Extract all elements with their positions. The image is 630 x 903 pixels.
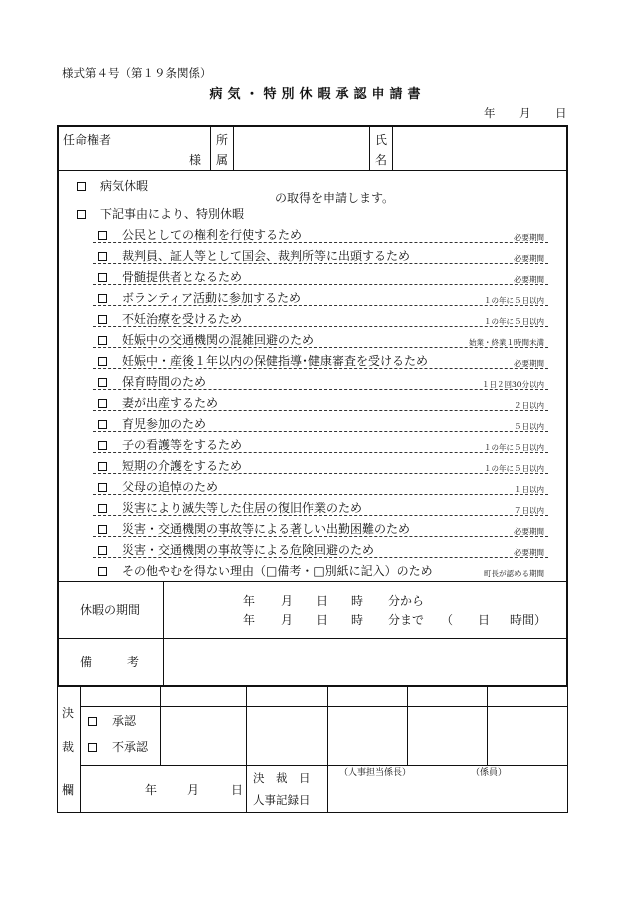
appointer-label: 任命権者 <box>63 133 112 147</box>
approval-stamp-cell[interactable] <box>161 707 245 764</box>
reason-limit: 必要期間 <box>514 233 544 242</box>
divider <box>369 125 370 170</box>
special-leave-label: 下記事由により、特別休暇 <box>100 207 245 221</box>
reason-row <box>93 327 548 348</box>
period-to-month: 月 <box>281 613 294 627</box>
period-from-month: 月 <box>281 594 294 608</box>
form-title: 病気・特別休暇承認申請書 <box>209 87 426 102</box>
sick-leave-checkbox[interactable] <box>77 182 86 191</box>
reason-row <box>93 558 548 579</box>
reason-checkbox[interactable] <box>98 273 107 282</box>
remarks-field[interactable] <box>165 640 566 685</box>
reason-row <box>93 390 548 411</box>
decision-column-label-bottom: 欄 <box>62 783 75 797</box>
reason-label: 裁判員、証人等として国会、裁判所等に出頭するため <box>122 249 411 263</box>
reason-checkbox[interactable] <box>98 441 107 450</box>
reason-limit: ５日以内 <box>514 422 544 431</box>
reason-label: 妻が出産するため <box>122 396 219 410</box>
date-day-label: 日 <box>555 106 567 120</box>
reason-limit: 必要期間 <box>514 254 544 263</box>
honorific-label: 様 <box>189 153 202 167</box>
reject-checkbox[interactable] <box>88 743 97 752</box>
reason-row <box>93 474 548 495</box>
period-hours-unit: 時間） <box>510 613 547 627</box>
reason-limit: １の年に５日以内 <box>484 443 544 452</box>
period-to-year: 年 <box>243 613 256 627</box>
reason-limit: 必要期間 <box>514 527 544 536</box>
approver-title-cell[interactable] <box>247 687 326 705</box>
reason-row <box>93 432 548 453</box>
reason-limit: 始業・終業１時間未満 <box>469 338 544 347</box>
divider <box>210 125 211 170</box>
reject-label: 不承認 <box>112 740 149 754</box>
divider <box>57 581 568 582</box>
reason-limit: １の年に５日以内 <box>484 296 544 305</box>
reason-row <box>93 264 548 285</box>
affiliation-label-bottom: 属 <box>216 153 229 167</box>
appointer-name-field[interactable] <box>60 148 186 168</box>
reason-checkbox[interactable] <box>98 252 107 261</box>
approve-label: 承認 <box>112 714 137 728</box>
reason-limit: １の年に５日以内 <box>484 317 544 326</box>
reason-checkbox[interactable] <box>98 357 107 366</box>
reason-checkbox[interactable] <box>98 525 107 534</box>
reason-label: 災害・交通機関の事故等による危険回避のため <box>122 543 375 557</box>
period-from-year: 年 <box>243 594 256 608</box>
reason-label: 短期の介護をするため <box>122 459 243 473</box>
approval-stamp-cell[interactable] <box>408 707 486 764</box>
reason-row <box>93 222 548 243</box>
staff-label: （係員） <box>471 768 508 778</box>
reason-label: 公民としての権利を行使するため <box>122 228 303 242</box>
remarks-label: 備考 <box>80 655 175 669</box>
reason-label: 父母の追悼のため <box>122 480 219 494</box>
reason-row <box>93 243 548 264</box>
reason-row <box>93 537 548 558</box>
affiliation-field[interactable] <box>235 127 368 169</box>
form-number: 様式第４号（第１９条関係） <box>62 66 212 80</box>
reason-row <box>93 516 548 537</box>
reason-checkbox[interactable] <box>98 483 107 492</box>
divider <box>57 638 568 639</box>
date-year-label: 年 <box>484 106 496 120</box>
decision-date-day: 日 <box>231 783 244 797</box>
reason-row <box>93 495 548 516</box>
reason-checkbox[interactable] <box>98 420 107 429</box>
approval-stamp-cell[interactable] <box>247 707 326 764</box>
reason-limit: １日２回30分以内 <box>481 380 544 389</box>
name-label-top: 氏 <box>375 133 388 147</box>
approver-title-cell[interactable] <box>328 687 406 705</box>
divider <box>80 765 568 766</box>
reason-row <box>93 348 548 369</box>
reason-row <box>93 369 548 390</box>
approve-checkbox[interactable] <box>88 717 97 726</box>
period-from-hour: 時 <box>351 594 364 608</box>
reason-row <box>93 285 548 306</box>
reason-label: 骨髄提供者となるため <box>122 270 243 284</box>
decision-date-field[interactable] <box>82 767 245 811</box>
decision-date-month: 月 <box>187 783 200 797</box>
reason-row <box>93 306 548 327</box>
reason-label: 妊娠中の交通機関の混雑回避のため <box>122 333 315 347</box>
decision-date-year: 年 <box>145 783 158 797</box>
period-from-day: 日 <box>316 594 329 608</box>
reason-row <box>93 411 548 432</box>
reason-checkbox[interactable] <box>98 567 107 576</box>
reason-row <box>93 453 548 474</box>
reason-label: ボランティア活動に参加するため <box>122 291 302 305</box>
period-label: 休暇の期間 <box>80 603 141 617</box>
reason-label: 育児参加のため <box>122 417 207 431</box>
approver-title-cell[interactable] <box>488 687 566 705</box>
name-field[interactable] <box>394 127 566 169</box>
reason-label: 災害・交通機関の事故等による著しい出勤困難のため <box>122 522 411 536</box>
special-leave-reason-list <box>93 222 548 579</box>
reason-checkbox[interactable] <box>98 336 107 345</box>
period-paren-open: （ <box>441 613 454 627</box>
period-to-hour: 時 <box>351 613 364 627</box>
reason-limit: １日以内 <box>514 485 544 494</box>
affiliation-label-top: 所 <box>216 133 229 147</box>
reason-label: その他やむを得ない理由（□備考・□別紙に記入）のため <box>122 564 433 578</box>
period-to-minute: 分まで <box>388 613 425 627</box>
period-days-unit: 日 <box>478 613 491 627</box>
divider <box>233 125 234 170</box>
period-from-minute: 分から <box>388 594 425 608</box>
reason-limit: ７日以内 <box>514 506 544 515</box>
apply-text: の取得を申請します。 <box>275 191 395 205</box>
reason-checkbox[interactable] <box>98 315 107 324</box>
name-label-bottom: 名 <box>375 153 388 167</box>
approver-title-cell[interactable] <box>408 687 486 705</box>
decision-date-label: 決裁日 <box>253 771 322 785</box>
decision-column-label-middle: 裁 <box>62 740 75 754</box>
hr-chief-label: （人事担当係長） <box>339 768 412 778</box>
hr-chief-stamp-field[interactable] <box>328 780 468 811</box>
reason-limit: 必要期間 <box>514 359 544 368</box>
approval-stamp-cell[interactable] <box>488 707 566 764</box>
record-date-label: 人事記録日 <box>253 793 311 807</box>
approver-title-cell[interactable] <box>161 687 245 705</box>
reason-label: 不妊治療を受けるため <box>122 312 243 326</box>
reason-checkbox[interactable] <box>98 504 107 513</box>
reason-limit: 必要期間 <box>514 275 544 284</box>
staff-stamp-field[interactable] <box>470 780 566 811</box>
leave-period-field[interactable] <box>165 583 566 637</box>
reason-label: 保育時間のため <box>122 375 207 389</box>
reason-limit: １の年に５日以内 <box>484 464 544 473</box>
reason-label: 子の看護等をするため <box>122 438 243 452</box>
divider <box>163 581 164 686</box>
divider <box>57 170 568 171</box>
special-leave-checkbox[interactable] <box>77 210 86 219</box>
reason-checkbox[interactable] <box>98 231 107 240</box>
reason-checkbox[interactable] <box>98 294 107 303</box>
period-to-day: 日 <box>316 613 329 627</box>
reason-checkbox[interactable] <box>98 462 107 471</box>
sick-leave-label: 病気休暇 <box>100 179 149 193</box>
reason-limit: ２日以内 <box>514 401 544 410</box>
date-month-label: 月 <box>519 106 531 120</box>
reason-limit: 町長が認める期間 <box>484 569 544 578</box>
reason-label: 災害により滅失等した住居の復旧作業のため <box>122 501 363 515</box>
decision-column-label-top: 決 <box>62 706 75 720</box>
reason-checkbox[interactable] <box>98 378 107 387</box>
approval-stamp-cell[interactable] <box>328 707 406 764</box>
reason-checkbox[interactable] <box>98 399 107 408</box>
reason-limit: 必要期間 <box>514 548 544 557</box>
reason-checkbox[interactable] <box>98 546 107 555</box>
divider <box>80 686 81 812</box>
divider <box>392 125 393 170</box>
reason-label: 妊娠中・産後１年以内の保健指導･健康審査を受けるため <box>122 354 429 368</box>
